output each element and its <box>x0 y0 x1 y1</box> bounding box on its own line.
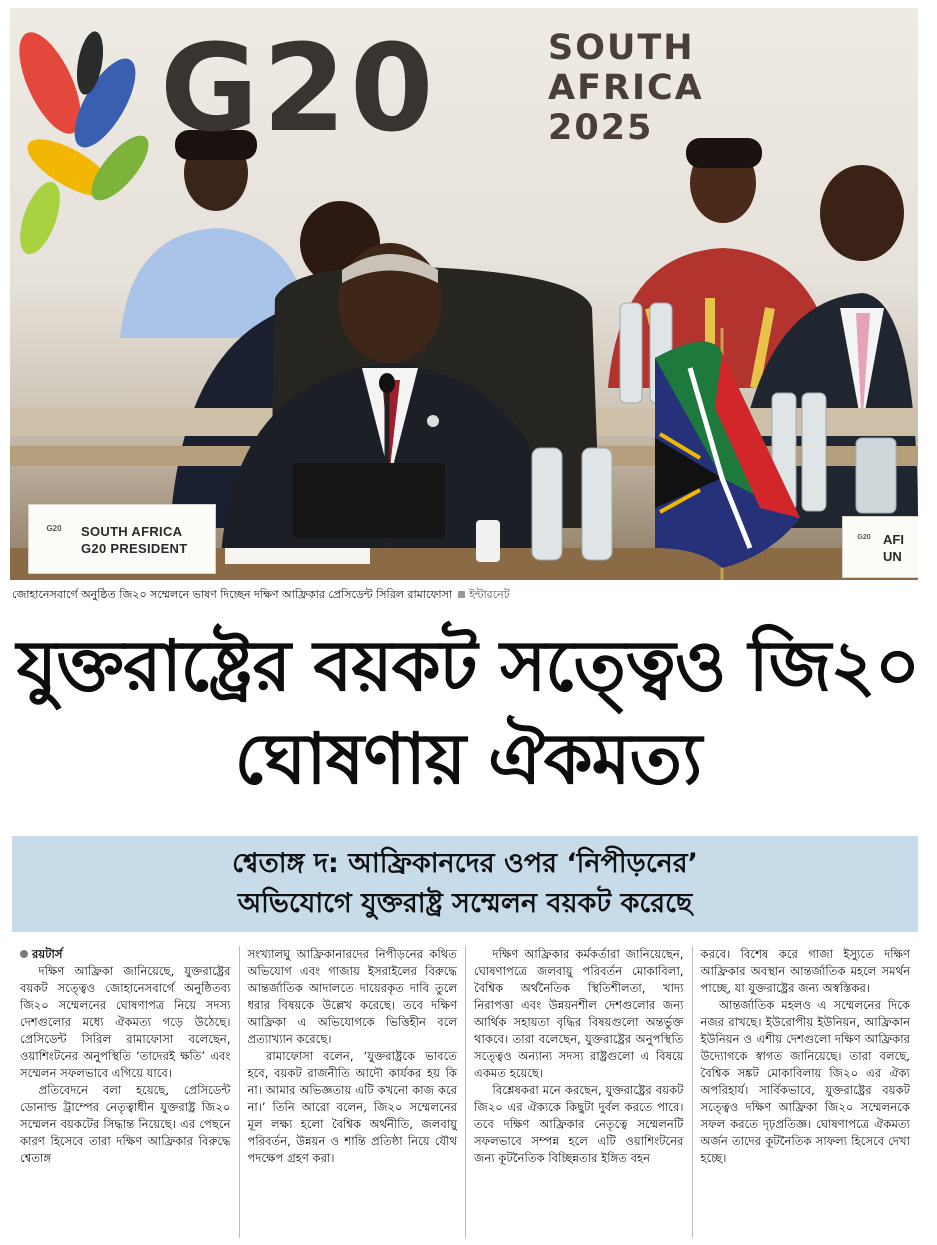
paragraph: সংখ্যালঘু আফ্রিকানারদের নিপীড়নের কথিত অভিযোগ এবং গাজায় ইসরাইলের বিরুদ্ধে আন্তর্জাতিক আদালতে দায়েরকৃত দাবি তুলে ধরার বিষয়কে উল্লেখ করেছে। তবে দক্ষিণ আফ্রিকা এ অভিযোগকে ভিত্তিহীন বলে প্রত্যাখ্যান করেছে। <box>247 947 457 1046</box>
g20-emblem-icon: G20 <box>46 524 62 533</box>
byline <box>20 946 231 963</box>
photo-credit: ইন্টারনেট <box>469 588 510 601</box>
caption-text: জোহানেসবার্গে অনুষ্ঠিত জি২০ সম্মেলনে ভাষণ দিচ্ছেন দক্ষিণ আফ্রিকার প্রেসিডেন্ট সিরিল রামাফোসা <box>12 588 453 601</box>
article-column-2 <box>239 946 466 1238</box>
nameplate-line-1: SOUTH AFRICA <box>81 524 183 539</box>
nameplate-line-2: G20 PRESIDENT <box>81 541 188 556</box>
headline <box>8 620 928 806</box>
president-nameplate <box>28 504 216 574</box>
host-country-banner <box>548 28 704 148</box>
paragraph: দক্ষিণ আফ্রিকার কর্মকর্তারা জানিয়েছেন, ঘোষণাপত্রে জলবায়ু পরিবর্তন মোকাবিলা, বৈশ্বিক অর্থনৈতিক স্থিতিশীলতা, খাদ্য নিরাপত্তা এবং উন্নয়নশীল দেশগুলোর জন্য আর্থিক সহায়তা বৃদ্ধির বিষয়গুলো অন্তর্ভুক্ত থাকবে। তারা বলেছেন, যুক্তরাষ্ট্রের অনুপস্থিতি সত্ত্বেও অন্যান্য সদস্য রাষ্ট্রগুলো এ বিষয়ে একমত হয়েছে। <box>474 947 684 1080</box>
article-body <box>12 946 918 1238</box>
paragraph: আন্তর্জাতিক মহলও এ সম্মেলনের দিকে নজর রাখছে। ইউরোপীয় ইউনিয়ন, আফ্রিকান ইউনিয়ন ও এশীয় দেশগুলো দক্ষিণ আফ্রিকার উদ্যোগকে স্বাগত জানিয়েছে। তারা বলছে, বৈশ্বিক সঙ্কট মোকাবিলায় জি২০ এর ঐক্য অপরিহার্য। সার্বিকভাবে, যুক্তরাষ্ট্রের বয়কট সত্ত্বেও দক্ষিণ আফ্রিকা জি২০ সম্মেলনকে সফল করতে দৃঢ়প্রতিজ্ঞ। ঘোষণাপত্রে ঐকমত্য অর্জন তাদের কূটনৈতিক সাফল্য হিসেবে দেখা হচ্ছে। <box>700 998 910 1165</box>
host-line-3: 2025 <box>548 108 654 148</box>
nameplate-text <box>81 523 187 557</box>
paragraph: করবে। বিশেষ করে গাজা ইস্যুতে দক্ষিণ আফ্রিকার অবস্থান আন্তর্জাতিক মহলে সমর্থন পাচ্ছে, যা যুক্তরাষ্ট্রের জন্য অস্বস্তিকর। <box>700 947 910 995</box>
news-photo <box>10 8 918 580</box>
paragraph: বিশ্লেষকরা মনে করছেন, যুক্তরাষ্ট্রের বয়কট জি২০ এর ঐক্যকে কিছুটা দুর্বল করতে পারে। তবে দক্ষিণ আফ্রিকার নেতৃত্বে সম্মেলনটি সফলভাবে সম্পন্ন হলে এটি ওয়াশিংটনের জন্য কূটনৈতিক বিচ্ছিন্নতার ইঙ্গিত বহন <box>474 1083 684 1165</box>
g20-petal-logo <box>10 24 158 259</box>
bullet-icon <box>20 950 28 958</box>
g20-backdrop-logo: G20 <box>160 20 438 159</box>
host-line-2: AFRICA <box>548 68 704 108</box>
side-nameplate-line-2: UN <box>883 549 902 564</box>
paragraph: প্রতিবেদনে বলা হয়েছে, প্রেসিডেন্ট ডোনাল্ড ট্রাম্পের নেতৃত্বাধীন যুক্তরাষ্ট্র জি২০ সম্মেলন বয়কটের সিদ্ধান্ত নিয়েছে। এর পেছনে কারণ হিসেবে তারা দক্ষিণ আফ্রিকার বিরুদ্ধে শ্বেতাঙ্গ <box>20 1083 231 1165</box>
g20-emblem-icon: G20 <box>857 534 871 541</box>
summit-scene-illustration <box>10 8 918 580</box>
paragraph: রামাফোসা বলেন, ‘যুক্তরাষ্ট্রকে ভাবতে হবে, বয়কট রাজনীতি আদৌ কার্যকর হয় কি না। আমার অভিজ্ঞতায় এটি কখনো কাজ করে না।’ তিনি আরো বলেন, জি২০ সম্মেলনের মূল লক্ষ্য হলো বৈশ্বিক অর্থনীতি, জলবায়ু পরিবর্তন, উন্নয়ন ও শান্তি প্রতিষ্ঠা নিয়ে যৌথ পদক্ষেপ গ্রহণ করা। <box>247 1049 457 1165</box>
article-column-4 <box>692 946 919 1238</box>
host-line-1: SOUTH <box>548 28 695 68</box>
paragraph: দক্ষিণ আফ্রিকা জানিয়েছে, যুক্তরাষ্ট্রের বয়কট সত্ত্বেও জোহানেসবার্গে অনুষ্ঠিতব্য জি২০ সম্মেলনের ঘোষণাপত্র নিয়ে সদস্য দেশগুলোর মধ্যে ঐকমত্য গড়ে উঠেছে। প্রেসিডেন্ট সিরিল রামাফোসা বলেছেন, ওয়াশিংটনের অনুপস্থিতি ‘তাদেরই ক্ষতি’ এবং সম্মেলন সফলভাবে এগিয়ে যাবে। <box>20 964 231 1080</box>
photo-caption <box>12 585 918 605</box>
tablet-device <box>293 463 445 538</box>
subheadline-box <box>12 836 918 932</box>
subheadline-line-2: অভিযোগে যুক্তরাষ্ট্র সম্মেলন বয়কট করেছে <box>237 888 693 919</box>
article-column-3 <box>465 946 692 1238</box>
byline-source: রয়টার্স <box>32 947 63 961</box>
square-bullet-icon <box>458 591 465 598</box>
side-nameplate-line-1: AFI <box>883 532 904 547</box>
headline-line-2: ঘোষণায় ঐকমত্য <box>234 718 702 800</box>
article-column-1 <box>12 946 239 1238</box>
subheadline-line-1: শ্বেতাঙ্গ দ: আফ্রিকানদের ওপর ‘নিপীড়নের’ <box>232 848 698 879</box>
side-nameplate <box>842 516 918 578</box>
side-nameplate-text <box>883 531 904 565</box>
headline-line-1: যুক্তরাষ্ট্রের বয়কট সত্ত্বেও জি২০ <box>16 625 920 707</box>
